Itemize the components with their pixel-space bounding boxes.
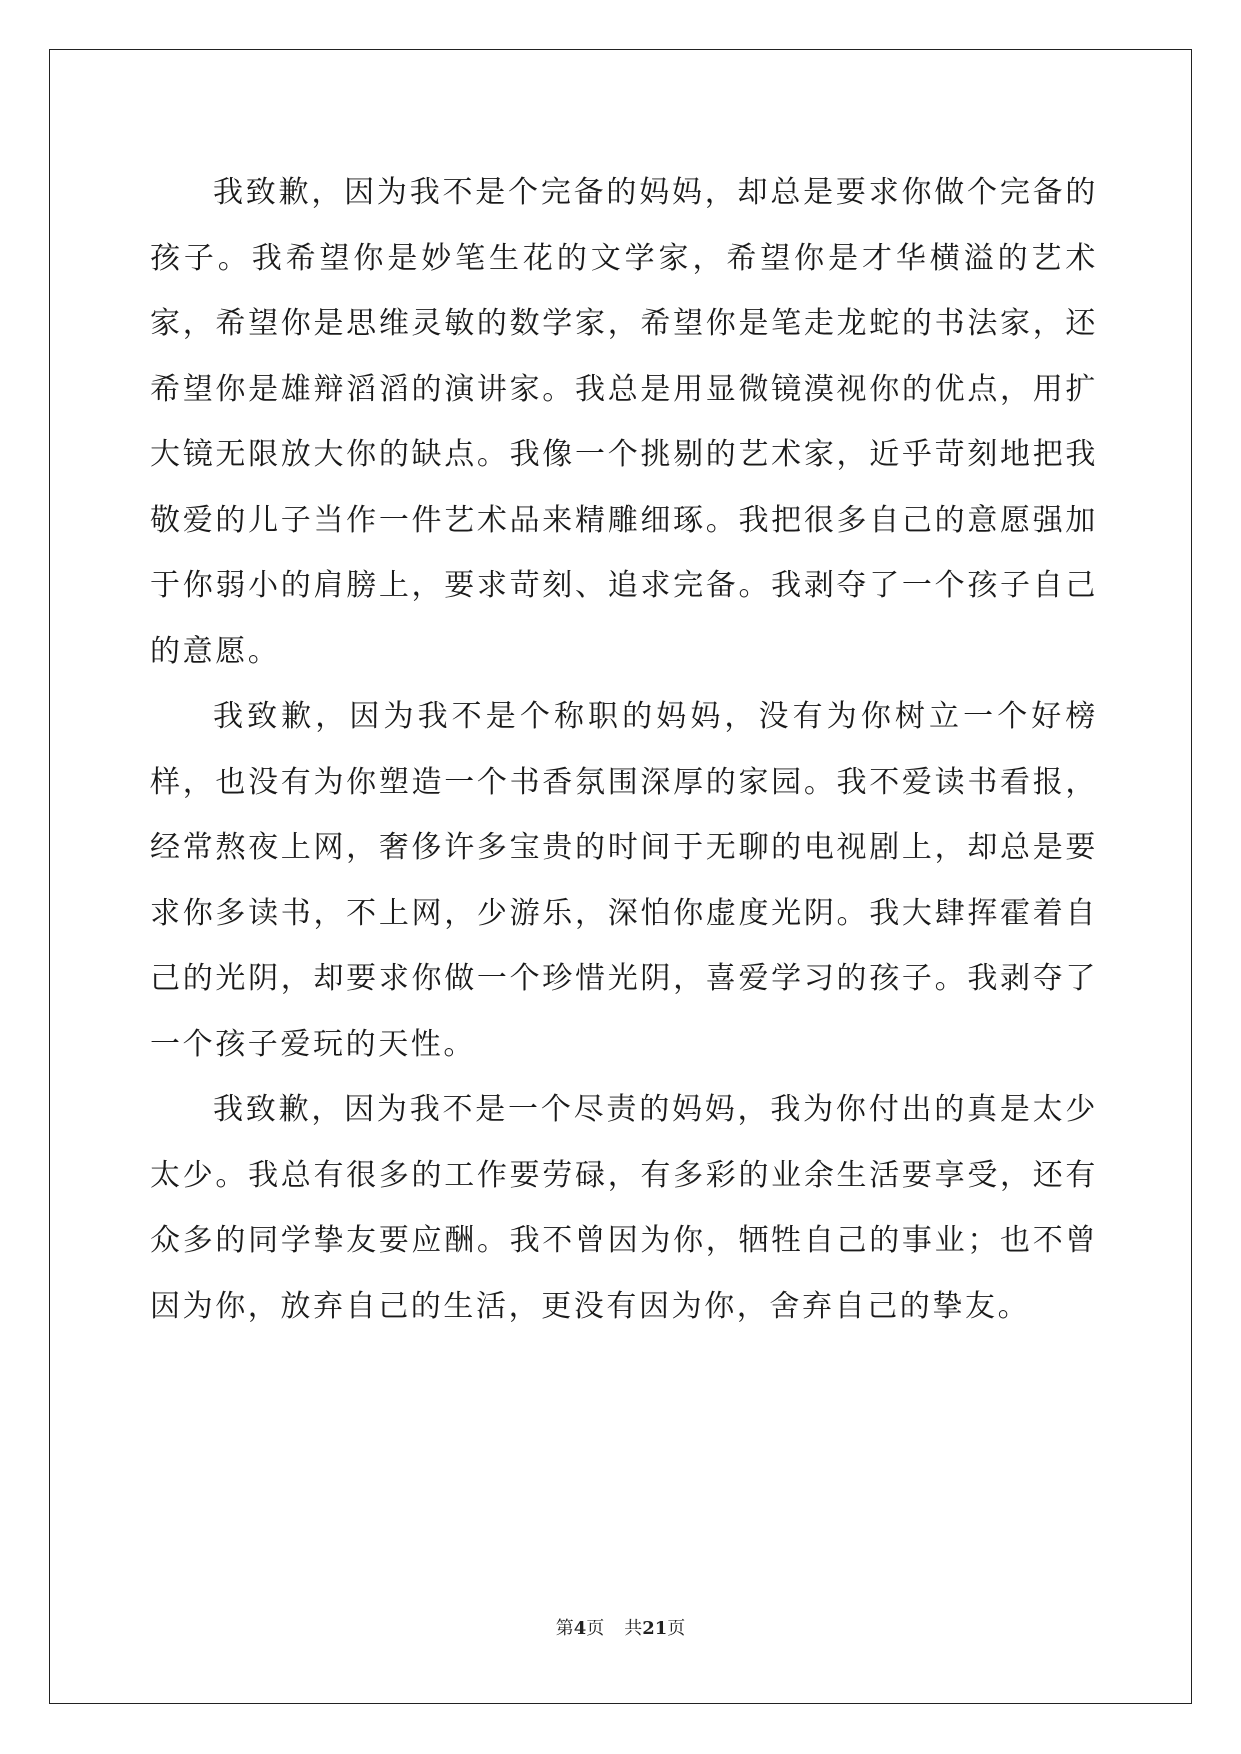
paragraph-1: 我致歉，因为我不是个完备的妈妈，却总是要求你做个完备的孩子。我希望你是妙笔生花的文学家，希望你是才华横溢的艺术家，希望你是思维灵敏的数学家，希望你是笔走龙蛇的书法家，还希望你是雄辩滔滔的演讲家。我总是用显微镜漠视你的优点，用扩大镜无限放大你的缺点。我像一个挑剔的艺术家，近乎苛刻地把我敬爱的儿子当作一件艺术品来精雕细琢。我把很多自己的意愿强加于你弱小的肩膀上，要求苛刻、追求完备。我剥夺了一个孩子自己的意愿。 (150, 175, 1098, 669)
total-pages-number: 21 (642, 1618, 668, 1639)
page-label-prefix: 第 (555, 1618, 574, 1639)
document-body (150, 160, 1098, 1339)
total-label-suffix: 页 (667, 1618, 686, 1639)
total-label-prefix: 共 (624, 1618, 643, 1639)
page-label-suffix: 页 (586, 1618, 605, 1639)
paragraph-2: 我致歉，因为我不是个称职的妈妈，没有为你树立一个好榜样，也没有为你塑造一个书香氛围深厚的家园。我不爱读书看报，经常熬夜上网，奢侈许多宝贵的时间于无聊的电视剧上，却总是要求你多读书，不上网，少游乐，深怕你虚度光阴。我大肆挥霍着自己的光阴，却要求你做一个珍惜光阴，喜爱学习的孩子。我剥夺了一个孩子爱玩的天性。 (150, 699, 1098, 1062)
page-footer (0, 1614, 1241, 1640)
paragraph-3: 我致歉，因为我不是一个尽责的妈妈，我为你付出的真是太少太少。我总有很多的工作要劳碌，有多彩的业余生活要享受，还有众多的同学挚友要应酬。我不曾因为你，牺牲自己的事业；也不曾因为你，放弃自己的生活，更没有因为你，舍弃自己的挚友。 (150, 1092, 1098, 1324)
current-page-number: 4 (573, 1618, 587, 1639)
